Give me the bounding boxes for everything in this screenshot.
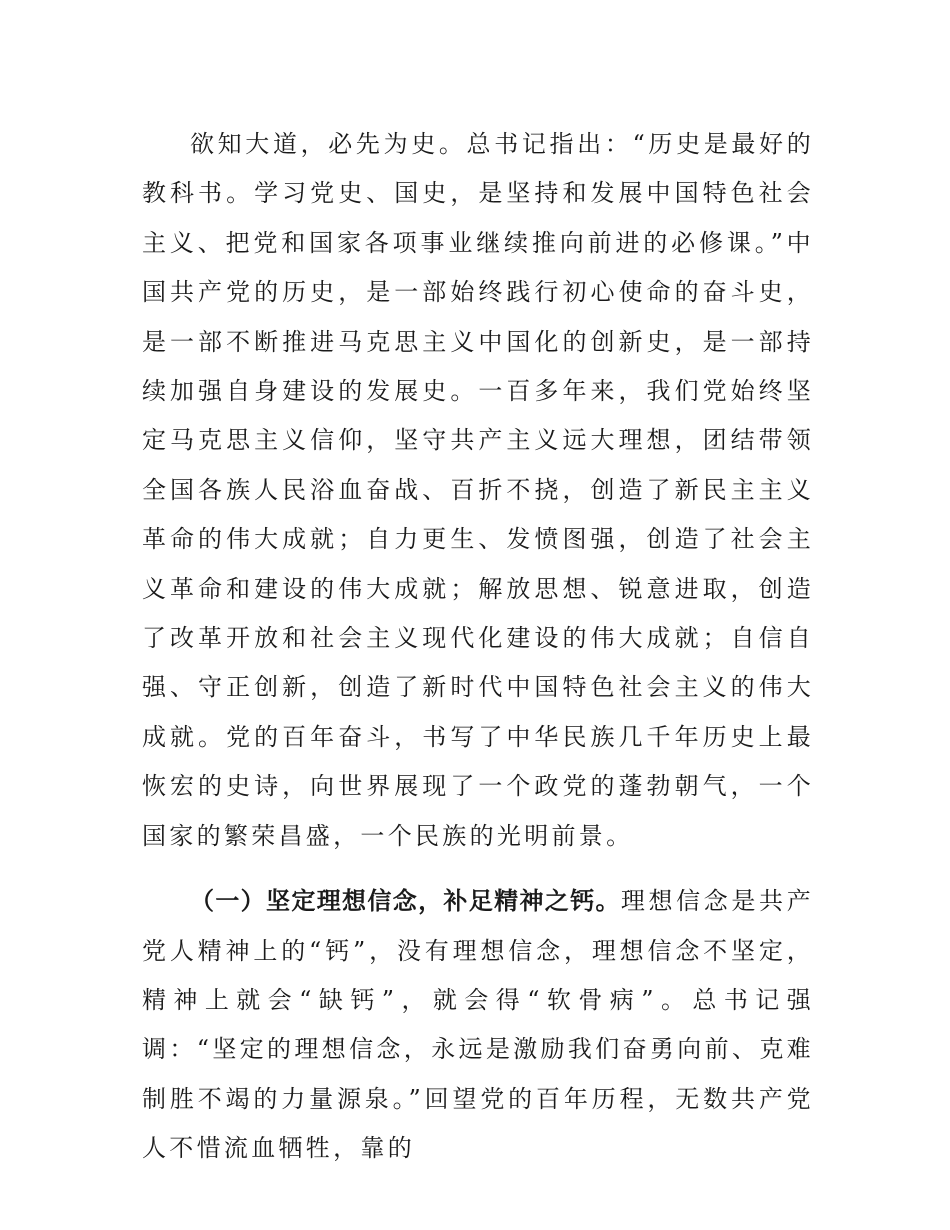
section-heading: （一）坚定理想信念，补足精神之钙。 xyxy=(190,887,621,916)
paragraph-history: 欲知大道，必先为史。总书记指出：“历史是最好的教科书。学习党史、国史，是坚持和发展中国特色社会主义、把党和国家各项事业继续推向前进的必修课。”中国共产党的历史，是一部始终践行初心使命的奋斗史，是一部不断推进马克思主义中国化的创新史，是一部持续加强自身建设的发展史。一百多年来，我们党始终坚定马克思主义信仰，坚守共产主义远大理想，团结带领全国各族人民浴血奋战、百折不挠，创造了新民主主义革命的伟大成就；自力更生、发愤图强，创造了社会主义革命和建设的伟大成就；解放思想、锐意进取，创造了改革开放和社会主义现代化建设的伟大成就；自信自强、守正创新，创造了新时代中国特色社会主义的伟大成就。党的百年奋斗，书写了中华民族几千年历史上最恢宏的史诗，向世界展现了一个政党的蓬勃朝气，一个国家的繁荣昌盛，一个民族的光明前景。 xyxy=(142,130,814,850)
document-body xyxy=(142,120,814,1174)
paragraph-ideals xyxy=(142,877,814,1173)
paragraph-ideals-text: 理想信念是共产党人精神上的“钙”，没有理想信念，理想信念不坚定，精神上就会“缺钙”，就会得“软骨病”。总书记强调：“坚定的理想信念，永远是激励我们奋勇向前、克难制胜不竭的力量源泉。”回望党的百年历程，无数共产党人不惜流血牺牲，靠的 xyxy=(142,887,815,1163)
